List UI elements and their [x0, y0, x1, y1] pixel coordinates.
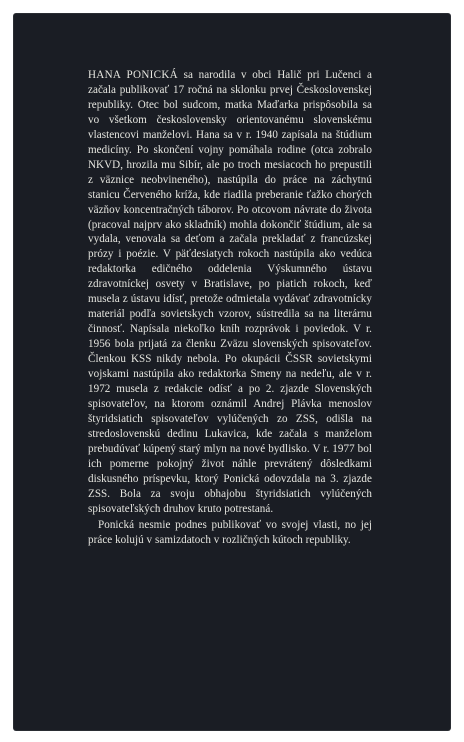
- author-biography-text: [88, 68, 372, 548]
- author-name: HANA PONICKÁ: [88, 69, 178, 81]
- biography-paragraph-1-body: sa narodila v obci Halič pri Lučenci a začala publikovať 17 ročná na sklonku prvej Československej republiky. Otec bol sudcom, matka Maďarka prispôsobila sa vo všetkom československy orientovanému slovenskému vlastencovi manželovi. Hana sa v r. 1940 zapísala na štúdium medicíny. Po skončení vojny pomáhala rodine (otca zobralo NKVD, hrozila mu Sibír, ale po troch mesiacoch ho prepustili z väznice neobvineného), nastúpila do práce na záchytnú stanicu Červeného kríža, kde riadila preberanie ťažko chorých väzňov koncentračných táborov. Po otcovom návrate do života (pracoval najprv ako skladník) mohla dokončiť štúdium, ale sa vydala, venovala sa deťom a začala prekladať z francúzskej prózy i poézie. V päťdesiatych rokoch nastúpila ako vedúca redaktorka edičného oddelenia Výskumného ústavu zdravotníckej osvety v Bratislave, po piatich rokoch, keď musela z ústavu idísť, pretože odmietala vydávať zdravotnícky materiál podľa sovietskych vzorov, sústredila sa na literárnu činnosť. Napísala niekoľko kníh rozprávok i poviedok. V r. 1956 bola prijatá za členku Zväzu slovenských spisovateľov. Členkou KSS nikdy nebola. Po okupácii ČSSR sovietskymi vojskami nastúpila ako redaktorka Smeny na nedeľu, ale v r. 1972 musela z redakcie odísť a po 2. zjazde Slovenských spisovateľov, na ktorom oznámil Andrej Plávka menoslov štyridsiatich spisovateľov vylúčených zo ZSS, odišla na stredoslovenskú dedinu Lukavica, kde začala s manželom prebudúvať kúpený starý mlyn na nové bydlisko. V r. 1977 bol ich pomerne pokojný život náhle prevrátený dôsledkami diskusného príspevku, ktorý Ponická odovzdala na 3. zjazde ZSS. Bola za svoju obhajobu štyridsiatich vylúčených spisovateľských druhov kruto potrestaná.: [88, 69, 372, 515]
- biography-paragraph-2: Ponická nesmie podnes publikovať vo svojej vlasti, no jej práce kolujú v samizdatoch v rozličných kútoch republiky.: [88, 518, 372, 546]
- biography-paragraph-1: [88, 68, 372, 517]
